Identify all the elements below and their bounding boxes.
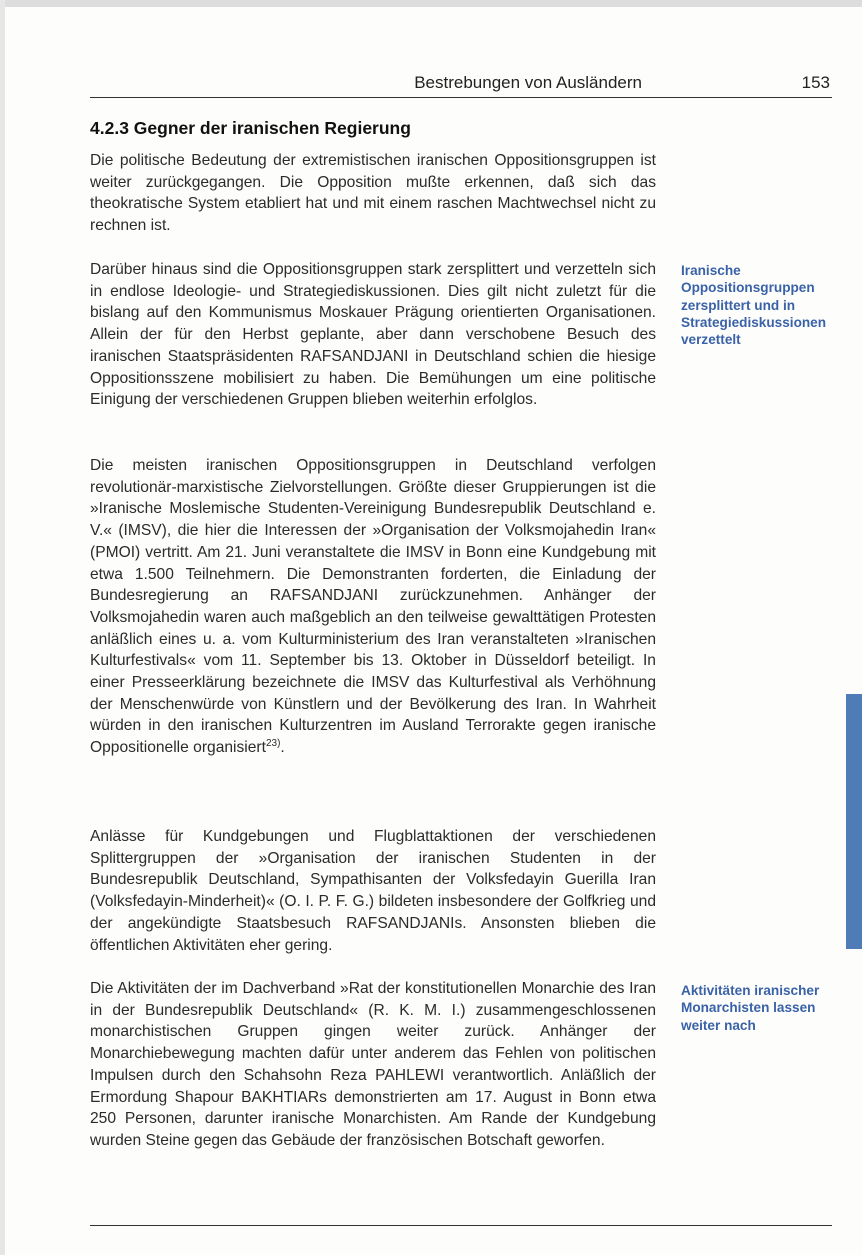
paragraph-3-end: . [280, 739, 285, 757]
marginal-note-monarchists: Aktivitäten iranischer Monarchisten lassen weiter nach [681, 983, 820, 1033]
chapter-thumb-tab [846, 694, 862, 949]
paragraph-4: Anlässe für Kundgebungen und Flugblattaktionen der verschiedenen Splittergruppen der »Organisation der iranischen Studenten in der Bundesrepublik Deutschland, Sympathisanten der Volksfedayin Guerilla Iran (Volksfedayin-Minderheit)« (O. I. P. F. G.) bildeten insbesondere der Golfkrieg und der angekündigte Staatsbesuch RAFSANDJANIs. Ansonsten blieben die öffentlichen Aktivitäten eher gering. [90, 828, 656, 954]
footnote-reference: 23) [265, 737, 281, 749]
marginal-note-opposition: Iranische Oppositionsgruppen zersplittert und in Strategiediskussionen verzettelt [681, 263, 827, 348]
page-top-edge [0, 0, 862, 7]
section-heading: 4.2.3 Gegner der iranischen Regierung [90, 118, 411, 138]
bottom-rule [90, 1225, 832, 1226]
page-left-edge [0, 0, 5, 1255]
page-number: 153 [801, 73, 830, 92]
paragraph-5: Die Aktivitäten der im Dachverband »Rat der konstitutionellen Monarchie des Iran in der Bundesrepublik Deutschland« (R. K. M. I.) zusammengeschlossenen monarchistischen Gruppen gingen weiter zurück. Anhänger der Monarchiebewegung machten dafür unter anderem das Fehlen von politischen Impulsen durch den Schahsohn Reza PAHLEWI verantwortlich. Anläßlich der Ermordung Shapour BAKHTIARs demonstrierten am 17. August in Bonn etwa 250 Personen, darunter iranische Monarchisten. Am Rande der Kundgebung wurden Steine gegen das Gebäude der französischen Botschaft geworfen. [90, 980, 656, 1149]
running-title: Bestrebungen von Ausländern [414, 73, 642, 92]
paragraph-3-text: Die meisten iranischen Oppositionsgruppen in Deutschland verfolgen revolutionär-marxistische Zielvorstellungen. Größte dieser Gruppierungen ist die »Iranische Moslemische Studenten-Vereinigung Bundesrepublik Deutschland e. V.« (IMSV), die hier die Interessen der »Organisation der Volksmojahedin Iran« (PMOI) vertritt. Am 21. Juni veranstaltete die IMSV in Bonn eine Kundgebung mit etwa 1.500 Teilnehmern. Die Demonstranten forderten, die Einladung der Bundesregierung an RAFSANDJANI zurückzunehmen. Anhänger der Volksmojahedin waren auch maßgeblich an den teilweise gewalttätigen Protesten anläßlich eines u. a. vom Kulturministerium des Iran veranstalteten »Iranischen Kulturfestivals« vom 11. September bis 13. Oktober in Düsseldorf beteiligt. In einer Presseerklärung bezeichnete die IMSV das Kulturfestival als Verhöhnung der Menschenwürde von Künstlern und der Bevölkerung des Iran. In Wahrheit würden in den iranischen Kulturzentren im Ausland Terrorakte gegen iranische Oppositionelle organisiert [90, 457, 656, 757]
paragraph-1: Die politische Bedeutung der extremistischen iranischen Oppositionsgruppen ist weiter zurückgegangen. Die Opposition mußte erkennen, daß sich das theokratische System etabliert hat und mit einem raschen Machtwechsel nicht zu rechnen ist. [90, 152, 656, 235]
running-header [90, 73, 832, 98]
paragraph-2: Darüber hinaus sind die Oppositionsgruppen stark zersplittert und verzetteln sich in endlose Ideologie- und Strategiediskussionen. Dies gilt nicht zuletzt für die bislang auf den Kommunismus Moskauer Prägung orientierten Organisationen. Allein der für den Herbst geplante, aber dann verschobene Besuch des iranischen Staatspräsidenten RAFSANDJANI in Deutschland schien die hiesige Oppositionsszene mobilisiert zu haben. Die Bemühungen um eine politische Einigung der verschiedenen Gruppen blieben weiterhin erfolglos. [90, 261, 656, 409]
paragraph-3 [90, 455, 656, 759]
